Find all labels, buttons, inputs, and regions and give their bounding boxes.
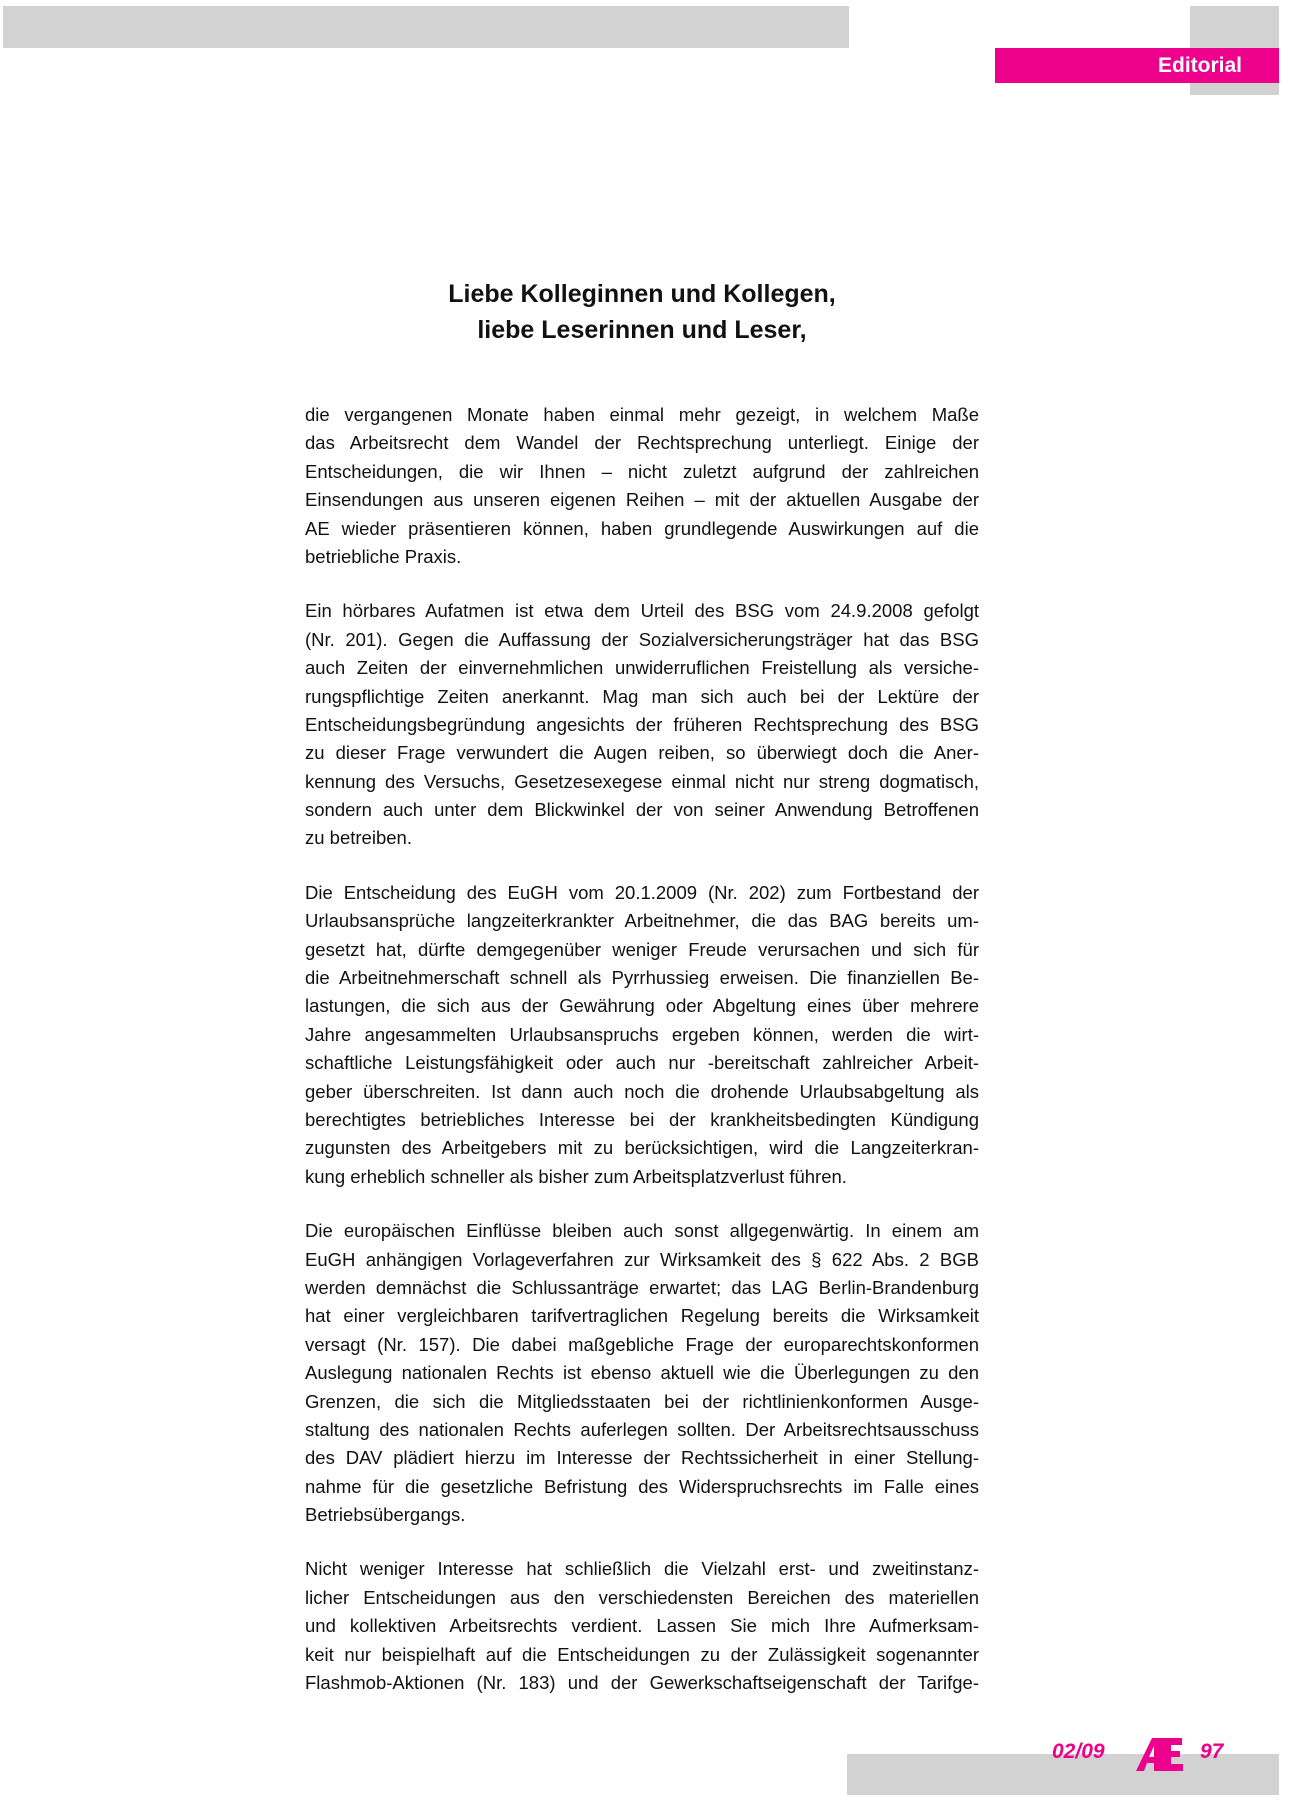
text-line: betriebliche Praxis. bbox=[305, 545, 462, 567]
text-line: kennung des Versuchs, Gesetzesexegese einmal nicht nur streng dogmatisch, bbox=[305, 770, 979, 792]
text-line: versagt (Nr. 157). Die dabei maßgebliche Frage der europarechtskonformen bbox=[305, 1333, 979, 1355]
text-line: Einsendungen aus unseren eigenen Reihen – mit der aktuellen Ausgabe der bbox=[305, 489, 979, 511]
text-line: Jahre angesammelten Urlaubsanspruchs ergeben können, werden die wirt- bbox=[305, 1023, 979, 1045]
header-gray-bar bbox=[3, 6, 849, 48]
paragraph bbox=[305, 401, 979, 571]
text-line: auch Zeiten der einvernehmlichen unwiderruflichen Freistellung als versiche- bbox=[305, 657, 979, 679]
paragraph bbox=[305, 1217, 979, 1529]
text-line: zu dieser Frage verwundert die Augen reiben, so überwiegt doch die Aner- bbox=[305, 742, 979, 764]
editorial-body bbox=[305, 401, 979, 1723]
text-line: Betriebsübergangs. bbox=[305, 1504, 466, 1526]
text-line: Urlaubsansprüche langzeiterkrankter Arbeitnehmer, die das BAG bereits um- bbox=[305, 910, 979, 932]
text-line: kung erheblich schneller als bisher zum Arbeitsplatzverlust führen. bbox=[305, 1165, 847, 1187]
text-line: hat einer vergleichbaren tarifvertraglichen Regelung bereits die Wirksamkeit bbox=[305, 1305, 979, 1327]
text-line: gesetzt hat, dürfte demgegenüber weniger Freude verursachen und sich für bbox=[305, 938, 979, 960]
text-line: lastungen, die sich aus der Gewährung oder Abgeltung eines über mehrere bbox=[305, 995, 979, 1017]
text-line: die Arbeitnehmerschaft schnell als Pyrrhussieg erweisen. Die finanziellen Be- bbox=[305, 967, 979, 989]
text-line: licher Entscheidungen aus den verschiedensten Bereichen des materiellen bbox=[305, 1586, 979, 1608]
text-line: Die europäischen Einflüsse bleiben auch sonst allgegenwärtig. In einem am bbox=[305, 1220, 979, 1242]
editorial-title bbox=[305, 276, 979, 348]
section-label: Editorial bbox=[995, 48, 1279, 83]
text-line: des DAV plädiert hierzu im Interesse der Rechtssicherheit in einer Stellung- bbox=[305, 1447, 979, 1469]
text-line: werden demnächst die Schlussanträge erwartet; das LAG Berlin-Brandenburg bbox=[305, 1276, 979, 1298]
paragraph bbox=[305, 879, 979, 1191]
text-line: Entscheidungsbegründung angesichts der früheren Rechtsprechung des BSG bbox=[305, 713, 979, 735]
text-line: zugunsten des Arbeitgebers mit zu berücksichtigen, wird die Langzeiterkran- bbox=[305, 1137, 979, 1159]
text-line: rungspflichtige Zeiten anerkannt. Mag man sich auch bei der Lektüre der bbox=[305, 685, 979, 707]
text-line: geber überschreiten. Ist dann auch noch die drohende Urlaubsabgeltung als bbox=[305, 1080, 979, 1102]
text-line: zu betreiben. bbox=[305, 827, 412, 849]
text-line: Nicht weniger Interesse hat schließlich die Vielzahl erst- und zweitinstanz- bbox=[305, 1558, 979, 1580]
title-line: liebe Leserinnen und Leser, bbox=[477, 316, 807, 344]
paragraph bbox=[305, 597, 979, 853]
paragraph bbox=[305, 1555, 979, 1697]
ae-logo-icon bbox=[1136, 1738, 1183, 1771]
text-line: das Arbeitsrecht dem Wandel der Rechtsprechung unterliegt. Einige der bbox=[305, 432, 979, 454]
title-line: Liebe Kolleginnen und Kollegen, bbox=[448, 280, 836, 308]
text-line: keit nur beispielhaft auf die Entscheidungen zu der Zulässigkeit sogenannter bbox=[305, 1643, 979, 1665]
text-line: Die Entscheidung des EuGH vom 20.1.2009 (Nr. 202) zum Fortbestand der bbox=[305, 881, 979, 903]
text-line: Grenzen, die sich die Mitgliedsstaaten bei der richtlinienkonformen Ausge- bbox=[305, 1390, 979, 1412]
text-line: nahme für die gesetzliche Befristung des Widerspruchsrechts im Falle eines bbox=[305, 1475, 979, 1497]
text-line: berechtigtes betriebliches Interesse bei der krankheitsbedingten Kündigung bbox=[305, 1108, 979, 1130]
text-line: schaftliche Leistungsfähigkeit oder auch nur -bereitschaft zahlreicher Arbeit- bbox=[305, 1052, 979, 1074]
text-line: staltung des nationalen Rechts auferlegen sollten. Der Arbeitsrechtsausschuss bbox=[305, 1418, 979, 1440]
text-line: Ein hörbares Aufatmen ist etwa dem Urteil des BSG vom 24.9.2008 gefolgt bbox=[305, 600, 979, 622]
issue-number: 02/09 bbox=[1052, 1740, 1105, 1763]
text-line: sondern auch unter dem Blickwinkel der von seiner Anwendung Betroffenen bbox=[305, 799, 979, 821]
text-line: Entscheidungen, die wir Ihnen – nicht zuletzt aufgrund der zahlreichen bbox=[305, 460, 979, 482]
page-number: 97 bbox=[1200, 1740, 1224, 1763]
text-line: Flashmob-Aktionen (Nr. 183) und der Gewerkschaftseigenschaft der Tarifge- bbox=[305, 1672, 979, 1694]
text-line: Auslegung nationalen Rechts ist ebenso aktuell wie die Überlegungen zu den bbox=[305, 1362, 979, 1384]
text-line: und kollektiven Arbeitsrechts verdient. Lassen Sie mich Ihre Aufmerksam- bbox=[305, 1615, 979, 1637]
text-line: AE wieder präsentieren können, haben grundlegende Auswirkungen auf die bbox=[305, 517, 979, 539]
text-line: (Nr. 201). Gegen die Auffassung der Sozialversicherungsträger hat das BSG bbox=[305, 628, 979, 650]
text-line: EuGH anhängigen Vorlageverfahren zur Wirksamkeit des § 622 Abs. 2 BGB bbox=[305, 1248, 979, 1270]
text-line: die vergangenen Monate haben einmal mehr gezeigt, in welchem Maße bbox=[305, 404, 979, 425]
